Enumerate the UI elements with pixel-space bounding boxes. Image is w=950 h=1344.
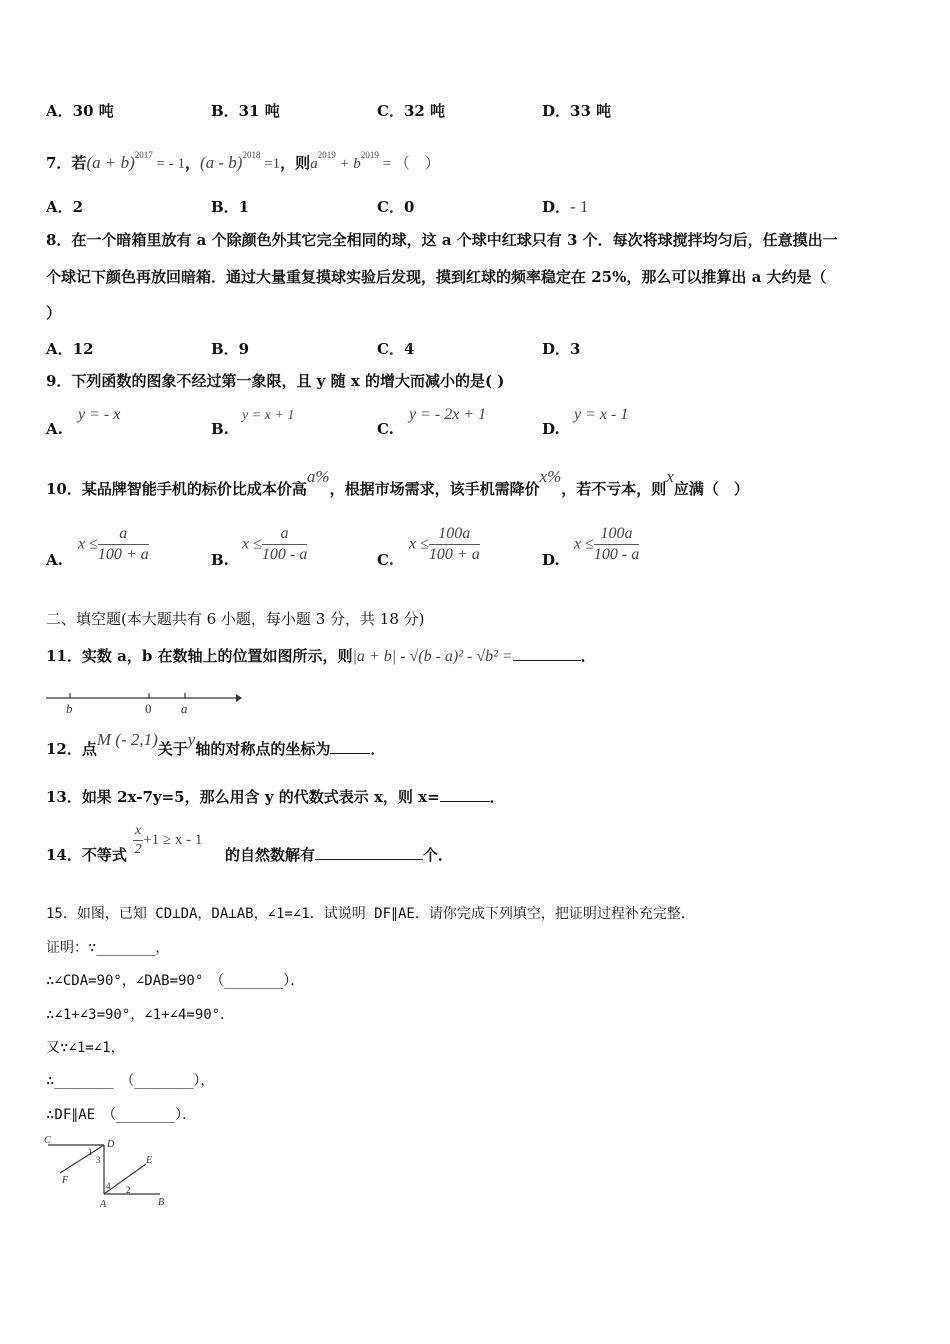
q7-base-a: a xyxy=(310,156,318,172)
q15-proof-line-1: 证明：∵_______， xyxy=(46,940,170,956)
q9-option-d-label: D. xyxy=(542,420,560,438)
fig-label-a: A xyxy=(100,1199,107,1210)
fig-label-1: 1 xyxy=(88,1147,93,1157)
section-2-title: 二、填空题(本大题共有 6 小题，每小题 3 分，共 18 分) xyxy=(46,610,425,628)
q15-proof-line-2: ∴∠CDA=90°，∠DAB=90° （_______）． xyxy=(46,973,305,989)
q7-number: 7．若 xyxy=(46,154,87,172)
q10-part4: 应满（ ） xyxy=(673,480,749,498)
q7-exp3: 2019 xyxy=(317,150,336,160)
q7-option-b: B．1 xyxy=(211,198,250,216)
q9-option-c-math: y = - 2x + 1 xyxy=(409,406,487,423)
q9-option-b-math: y = x + 1 xyxy=(242,408,295,423)
q12-post: 轴的对称点的坐标为 xyxy=(195,740,331,758)
q10-math-x-percent: x% xyxy=(539,467,562,486)
fig-label-e: E xyxy=(146,1155,153,1166)
q7-exp4: 2019 xyxy=(360,150,379,160)
q13-tail: ． xyxy=(489,788,505,806)
q7-comma2: ，则 xyxy=(280,154,311,172)
question-10 xyxy=(46,467,749,500)
q11-text: 11．实数 a，b 在数轴上的位置如图所示，则 xyxy=(46,647,353,665)
q11-number-line xyxy=(44,690,244,716)
q7-eq3: = （ ） xyxy=(378,156,440,172)
q7-expr1: (a + b) xyxy=(86,153,135,172)
q12-mid: 关于 xyxy=(157,740,188,758)
q9-option-c-label: C. xyxy=(377,420,394,438)
q10-math-x: x xyxy=(666,467,674,486)
q11-axis-label-b: b xyxy=(66,701,73,716)
q10-option-b-label: B. xyxy=(211,551,229,569)
q15-proof-line-5: ∴_______ （_______）， xyxy=(46,1073,215,1089)
q12-pre: 12．点 xyxy=(46,740,97,758)
q9-option-a-label: A. xyxy=(46,420,63,438)
q6-option-c: C．32 吨 xyxy=(377,102,446,120)
q9-stem: 9．下列函数的图象不经过第一象限，且 y 随 x 的增大而减小的是( ) xyxy=(46,372,505,390)
q10-option-a-label: A. xyxy=(46,551,63,569)
q12-y: y xyxy=(187,730,196,749)
q11-axis-label-a: a xyxy=(181,701,188,716)
q14-answer-blank xyxy=(315,859,423,860)
q10-option-b-math: x ≤ $\frac{a}{100 - a}$ xyxy=(242,525,308,563)
fig-label-4: 4 xyxy=(106,1181,111,1191)
question-12 xyxy=(46,730,386,760)
q11-math: |a + b| - √(b - a)² - √b² = xyxy=(352,648,513,665)
q11-tail: ． xyxy=(580,647,596,665)
q7-expr2: (a - b) xyxy=(199,153,243,172)
fig-label-b: B xyxy=(158,1197,165,1208)
q10-option-c-math: x ≤ $\frac{100a}{100 + a}$ xyxy=(409,525,480,563)
q15-figure xyxy=(42,1133,170,1211)
question-7 xyxy=(46,144,440,175)
q7-comma1: ， xyxy=(184,154,200,172)
q7-plus-b: + b xyxy=(335,156,361,172)
q13-text: 13．如果 2x-7y=5，那么用含 y 的代数式表示 x，则 x= xyxy=(46,788,440,806)
q10-part3: ，若不亏本，则 xyxy=(561,480,667,498)
q7-option-c: C．0 xyxy=(377,198,415,216)
q15-proof-line-4: 又∵∠1=∠1， xyxy=(46,1040,125,1056)
q10-option-a-math: x ≤ $\frac{a}{100 + a}$ xyxy=(78,525,149,563)
question-13 xyxy=(46,786,505,808)
q9-option-b-label: B. xyxy=(211,420,229,438)
q14-inequality: $\frac{x}{2}$ +1 ≥ x - 1 xyxy=(134,823,203,857)
question-11 xyxy=(46,645,596,668)
q10-option-c-label: C. xyxy=(377,551,394,569)
fig-label-2: 2 xyxy=(126,1185,131,1195)
q7-option-d-math: - 1 xyxy=(570,197,589,216)
q10-option-d-label: D. xyxy=(542,551,560,569)
q8-line-2: 个球记下颜色再放回暗箱．通过大量重复摸球实验后发现，摸到红球的频率稳定在 25%，那么可以推算出 a 大约是（ xyxy=(46,268,827,286)
q9-option-a-math: y = - x xyxy=(78,406,121,423)
q8-option-b: B．9 xyxy=(211,340,250,358)
q15-proof-line-6: ∴DF∥AE （_______）． xyxy=(46,1107,197,1123)
q9-option-d-math: y = x - 1 xyxy=(574,406,629,423)
q15-proof-line-3: ∴∠1+∠3=90°，∠1+∠4=90°． xyxy=(46,1007,235,1023)
q8-line-1: 8．在一个暗箱里放有 a 个除颜色外其它完全相同的球，这 a 个球中红球只有 3 个．每次将球搅拌均匀后，任意摸出一 xyxy=(46,231,838,249)
q14-pre: 14．不等式 xyxy=(46,846,127,864)
q7-option-d: D．- 1 xyxy=(542,197,589,216)
q6-option-b: B．31 吨 xyxy=(211,102,280,120)
fig-label-3: 3 xyxy=(96,1155,101,1165)
q12-tail: ． xyxy=(370,740,386,758)
q11-axis-label-zero: 0 xyxy=(145,701,152,716)
fig-label-d: D xyxy=(107,1139,115,1150)
q7-exp1: 2017 xyxy=(134,150,153,160)
q11-answer-blank xyxy=(513,660,581,661)
q8-option-a: A．12 xyxy=(46,340,94,358)
q12-answer-blank xyxy=(330,753,370,754)
q6-option-a: A．30 吨 xyxy=(46,102,114,120)
q8-option-d: D．3 xyxy=(542,340,581,358)
q10-part1: 10．某品牌智能手机的标价比成本价高 xyxy=(46,480,307,498)
q8-option-c: C．4 xyxy=(377,340,415,358)
fig-label-f: F xyxy=(62,1175,69,1186)
q12-math: M (- 2,1) xyxy=(96,730,158,749)
q10-part2: ，根据市场需求，该手机需降价 xyxy=(329,480,540,498)
fig-label-c: C xyxy=(44,1135,51,1146)
q14-post: 的自然数解有 个． xyxy=(225,846,454,864)
q6-option-d: D．33 吨 xyxy=(542,102,612,120)
q8-line-3: ） xyxy=(46,304,62,322)
q7-exp2: 2018 xyxy=(242,150,261,160)
q10-option-d-math: x ≤ $\frac{100a}{100 - a}$ xyxy=(574,525,640,563)
q15-stem: 15．如图，已知 CD⊥DA，DA⊥AB，∠1=∠1．试说明 DF∥AE．请你完成下列填空，把证明过程补充完整． xyxy=(46,906,695,922)
q7-eq2: =1 xyxy=(260,156,281,172)
q13-answer-blank xyxy=(440,801,490,802)
q7-eq1: = - 1 xyxy=(152,156,185,172)
q10-math-a-percent: a% xyxy=(306,467,330,486)
q7-option-a: A．2 xyxy=(46,198,84,216)
